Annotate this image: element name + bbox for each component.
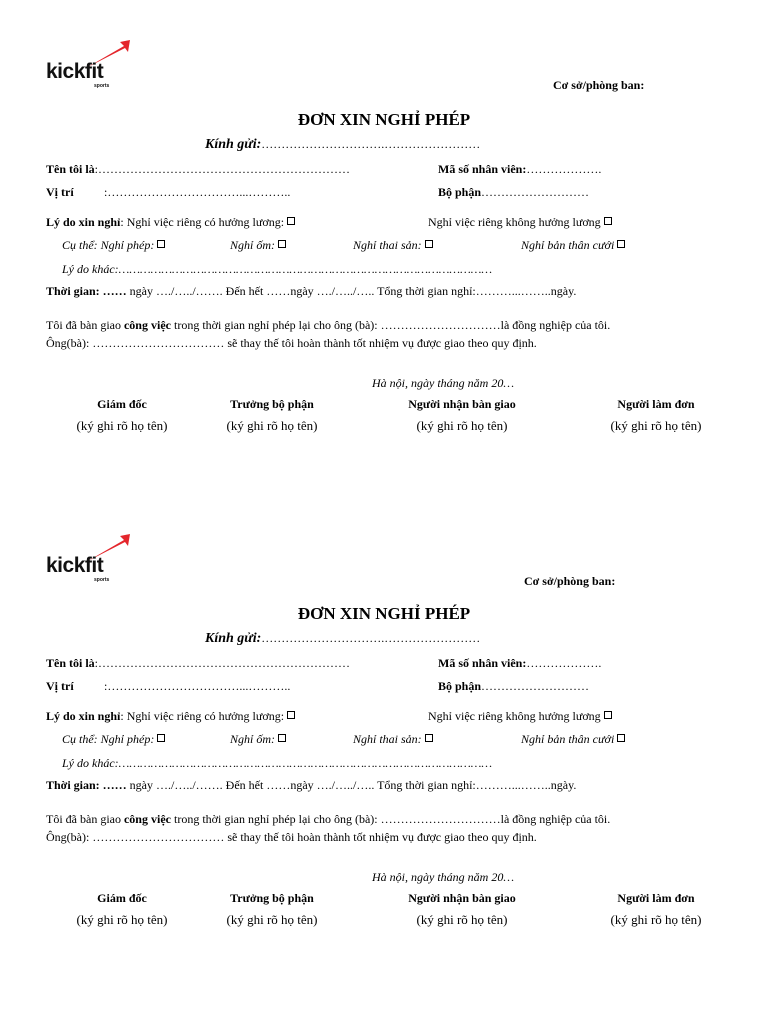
wedding-leave-checkbox[interactable] [617, 240, 625, 248]
position-line [46, 679, 290, 694]
unpaid-leave-line [428, 709, 612, 724]
unpaid-leave-checkbox[interactable] [604, 711, 612, 719]
handover-text-2: trong thời gian nghỉ phép lại cho ông (bà): …………………………là đồng nghiệp của tôi. [170, 812, 611, 826]
unpaid-leave-option: Nghỉ việc riêng không hưởng lương [428, 215, 601, 229]
recipient-dots: ………………………….…………………… [261, 631, 481, 645]
department-label: Cơ sở/phòng ban: [553, 78, 645, 92]
signer-head: Trưởng bộ phận [230, 891, 314, 905]
date-line: Hà nội, ngày tháng năm 20… [372, 376, 514, 390]
wedding-leave-line [521, 238, 625, 253]
signer-head-note: (ký ghi rõ họ tên) [226, 912, 318, 927]
name-label: Tên tôi là [46, 656, 95, 670]
position-label: Vị trí [46, 185, 74, 199]
date-line: Hà nội, ngày tháng năm 20… [372, 870, 514, 884]
recipient-dots: ………………………….…………………… [261, 137, 481, 151]
recipient-line [205, 137, 480, 153]
handover-text-1: Tôi đã bàn giao [46, 812, 124, 826]
name-line [46, 162, 350, 177]
sick-leave-line [230, 732, 286, 747]
department-field-label: Bộ phận [438, 185, 482, 199]
reason-line [46, 215, 295, 230]
signer-director-note: (ký ghi rõ họ tên) [76, 912, 168, 927]
signer-director-note: (ký ghi rõ họ tên) [76, 418, 168, 433]
name-line [46, 656, 350, 671]
annual-leave-label: Cụ thể: Nghỉ phép: [62, 238, 155, 252]
time-text: ngày …./…../……. Đến hết ……ngày …./…../….. Tổng thời gian nghỉ:………...……..ngày. [126, 778, 577, 792]
other-reason-line: Lý do khác:…………………………………………………………………………………………… [62, 756, 493, 770]
position-dots: :……………………………...……….. [104, 185, 291, 199]
signer-applicant: Người làm đơn [617, 891, 695, 905]
unpaid-leave-option: Nghỉ việc riêng không hưởng lương [428, 709, 601, 723]
position-label: Vị trí [46, 679, 74, 693]
department-line [438, 185, 589, 200]
paid-leave-option: : Nghỉ việc riêng có hưởng lương: [120, 215, 285, 229]
maternity-leave-line [353, 238, 433, 253]
time-label: Thời gian: …… [46, 778, 127, 792]
employee-id-line [438, 162, 601, 177]
position-dots: :……………………………...……….. [104, 679, 291, 693]
time-text: ngày …./…../……. Đến hết ……ngày …./…../….. Tổng thời gian nghỉ:………...……..ngày. [126, 284, 577, 298]
department-dots: ……………………… [481, 185, 590, 199]
employee-id-line [438, 656, 601, 671]
department-dots: ……………………… [481, 679, 590, 693]
signer-head-note: (ký ghi rõ họ tên) [226, 418, 318, 433]
employee-id-label: Mã số nhân viên: [438, 162, 527, 176]
handover-line [46, 318, 610, 333]
employee-id-dots: ………………. [526, 656, 602, 670]
form-title: ĐƠN XIN NGHỈ PHÉP [297, 604, 471, 623]
signer-head: Trưởng bộ phận [230, 397, 314, 411]
name-label: Tên tôi là [46, 162, 95, 176]
leave-form-1 [0, 0, 768, 500]
sick-leave-label: Nghỉ ốm: [230, 732, 275, 746]
sick-leave-label: Nghỉ ốm: [230, 238, 275, 252]
kickfit-logo [44, 534, 134, 586]
handover-bold: công việc [123, 812, 171, 826]
paid-leave-checkbox[interactable] [287, 711, 295, 719]
name-dots: :……………………………………………………… [94, 162, 351, 176]
department-field-label: Bộ phận [438, 679, 482, 693]
signer-receiver: Người nhận bàn giao [408, 397, 516, 411]
time-line [46, 284, 576, 299]
position-line [46, 185, 290, 200]
wedding-leave-line [521, 732, 625, 747]
signer-receiver-note: (ký ghi rõ họ tên) [416, 912, 508, 927]
sick-leave-line [230, 238, 286, 253]
logo-brand: kickfit [46, 60, 104, 83]
wedding-leave-checkbox[interactable] [617, 734, 625, 742]
handover-text-1: Tôi đã bàn giao [46, 318, 124, 332]
reason-line [46, 709, 295, 724]
time-line [46, 778, 576, 793]
signer-receiver: Người nhận bàn giao [408, 891, 516, 905]
paid-leave-checkbox[interactable] [287, 217, 295, 225]
reason-label: Lý do xin nghỉ [46, 709, 121, 723]
department-line [438, 679, 589, 694]
maternity-leave-checkbox[interactable] [425, 240, 433, 248]
wedding-leave-label: Nghỉ bản thân cưới [521, 732, 615, 746]
logo-sub: sports [94, 577, 110, 583]
kickfit-logo [44, 40, 134, 92]
annual-leave-checkbox[interactable] [157, 734, 165, 742]
signer-director: Giám đốc [97, 397, 147, 411]
annual-leave-line [62, 732, 165, 747]
wedding-leave-label: Nghỉ bản thân cưới [521, 238, 615, 252]
maternity-leave-label: Nghỉ thai sản: [353, 238, 422, 252]
unpaid-leave-line [428, 215, 612, 230]
maternity-leave-label: Nghỉ thai sản: [353, 732, 422, 746]
replacement-line: Ông(bà): …………………………… sẽ thay thế tôi hoàn thành tốt nhiệm vụ được giao theo quy định. [46, 336, 537, 350]
signer-applicant-note: (ký ghi rõ họ tên) [610, 418, 702, 433]
annual-leave-label: Cụ thể: Nghỉ phép: [62, 732, 155, 746]
other-reason-line: Lý do khác:…………………………………………………………………………………………… [62, 262, 493, 276]
sick-leave-checkbox[interactable] [278, 240, 286, 248]
recipient-label: Kính gửi: [205, 631, 262, 646]
signer-director: Giám đốc [97, 891, 147, 905]
recipient-line [205, 631, 480, 647]
paid-leave-option: : Nghỉ việc riêng có hưởng lương: [120, 709, 285, 723]
signer-applicant-note: (ký ghi rõ họ tên) [610, 912, 702, 927]
name-dots: :……………………………………………………… [94, 656, 351, 670]
sick-leave-checkbox[interactable] [278, 734, 286, 742]
logo-brand: kickfit [46, 554, 104, 577]
maternity-leave-line [353, 732, 433, 747]
maternity-leave-checkbox[interactable] [425, 734, 433, 742]
handover-bold: công việc [123, 318, 171, 332]
employee-id-dots: ………………. [526, 162, 602, 176]
signer-applicant: Người làm đơn [617, 397, 695, 411]
replacement-line: Ông(bà): …………………………… sẽ thay thế tôi hoàn thành tốt nhiệm vụ được giao theo quy định. [46, 830, 537, 844]
reason-label: Lý do xin nghỉ [46, 215, 121, 229]
time-label: Thời gian: …… [46, 284, 127, 298]
unpaid-leave-checkbox[interactable] [604, 217, 612, 225]
handover-text-2: trong thời gian nghỉ phép lại cho ông (bà): …………………………là đồng nghiệp của tôi. [170, 318, 611, 332]
form-title: ĐƠN XIN NGHỈ PHÉP [297, 110, 471, 129]
annual-leave-checkbox[interactable] [157, 240, 165, 248]
annual-leave-line [62, 238, 165, 253]
signer-receiver-note: (ký ghi rõ họ tên) [416, 418, 508, 433]
logo-sub: sports [94, 83, 110, 89]
recipient-label: Kính gửi: [205, 137, 262, 152]
handover-line [46, 812, 610, 827]
department-label: Cơ sở/phòng ban: [524, 574, 616, 588]
leave-form-2 [0, 494, 768, 994]
employee-id-label: Mã số nhân viên: [438, 656, 527, 670]
